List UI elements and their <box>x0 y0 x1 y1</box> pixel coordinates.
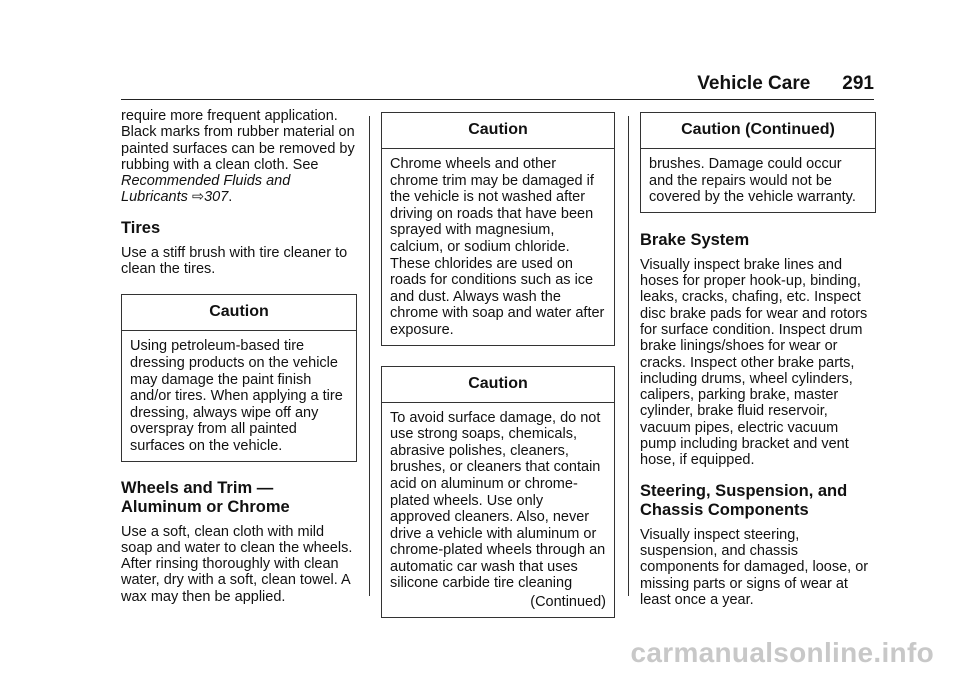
cross-reference-page[interactable]: 307 <box>204 189 229 206</box>
caution-box <box>381 366 615 618</box>
intro-paragraph: require more frequent application. Black marks from rubber material on painted surfaces can be removed by rubbing with a clean cloth. See Recommended Fluids and Lubricants ⇨307. <box>121 108 355 206</box>
caution-heading: Caution <box>122 295 356 331</box>
column-divider <box>369 116 370 596</box>
caution-box <box>640 112 876 213</box>
section-title: Vehicle Care <box>697 73 811 94</box>
brake-heading: Brake System <box>640 230 750 249</box>
continued-label: (Continued) <box>530 594 606 611</box>
tires-heading: Tires <box>121 218 161 237</box>
tires-text: Use a stiff brush with tire cleaner to clean the tires. <box>121 244 348 278</box>
page-ref-arrow-icon: ⇨ <box>191 189 205 206</box>
caution-box <box>121 294 357 461</box>
intro-text: require more frequent application. Black marks from rubber material on painted surfaces can be removed by rubbing with a clean cloth. See <box>121 108 355 173</box>
page-number: 291 <box>842 73 874 94</box>
column-3 <box>640 108 876 608</box>
cross-reference-link[interactable]: Recommended Fluids and Lubricants <box>121 173 291 206</box>
watermark: carmanualsonline.info <box>630 637 934 668</box>
caution-text: Using petroleum-based tire dressing products on the vehicle may damage the paint finish and/or tires. When applying a tire dressing, always wipe off any overspray from all painted surfaces on the vehicle. <box>130 338 343 454</box>
steering-heading: Steering, Suspension, and Chassis Components <box>640 481 848 519</box>
column-2 <box>381 108 615 618</box>
wheels-heading: Wheels and Trim — Aluminum or Chrome <box>121 478 290 516</box>
caution-box <box>381 112 615 346</box>
caution-text: Chrome wheels and other chrome trim may be damaged if the vehicle is not washed after driving on roads that have been sprayed with magnesium, calcium, or sodium chloride. These chlorides are used on roads for conditions such as ice and dust. Always wash the chrome with soap and water after exposure. <box>390 156 605 338</box>
steering-text: Visually inspect steering, suspension, and chassis components for damaged, loose, or missing parts or signs of wear at least once a year. <box>640 526 869 608</box>
column-divider <box>628 116 629 596</box>
caution-text: brushes. Damage could occur and the repairs would not be covered by the vehicle warranty. <box>649 156 856 206</box>
caution-heading: Caution (Continued) <box>641 113 875 149</box>
caution-heading: Caution <box>382 367 614 403</box>
caution-text: To avoid surface damage, do not use strong soaps, chemicals, abrasive polishes, cleaners, brushes, or cleaners that contain acid on aluminum or chrome-plated wheels. Use only approved cleaners. Also, never drive a vehicle with aluminum or chrome-plated wheels through an automatic car wash that uses silicone carbide tire cleaning <box>390 409 606 592</box>
wheels-text: Use a soft, clean cloth with mild soap and water to clean the wheels. After rinsing thoroughly with clean water, dry with a soft, clean towel. A wax may then be applied. <box>121 523 353 605</box>
brake-text: Visually inspect brake lines and hoses for proper hook-up, binding, leaks, cracks, chafing, etc. Inspect disc brake pads for wear and rotors for surface condition. Inspect drum brake linings/shoes for wear or cracks. Inspect other brake parts, including drums, wheel cylinders, calipers, parking brake, master cylinder, brake fluid reservoir, vacuum pipes, electric vacuum pump including bracket and vent hose, if equipped. <box>640 256 868 469</box>
column-1 <box>121 108 357 605</box>
caution-text-wrap <box>382 403 614 617</box>
caution-heading: Caution <box>382 113 614 149</box>
page-header <box>121 70 874 100</box>
